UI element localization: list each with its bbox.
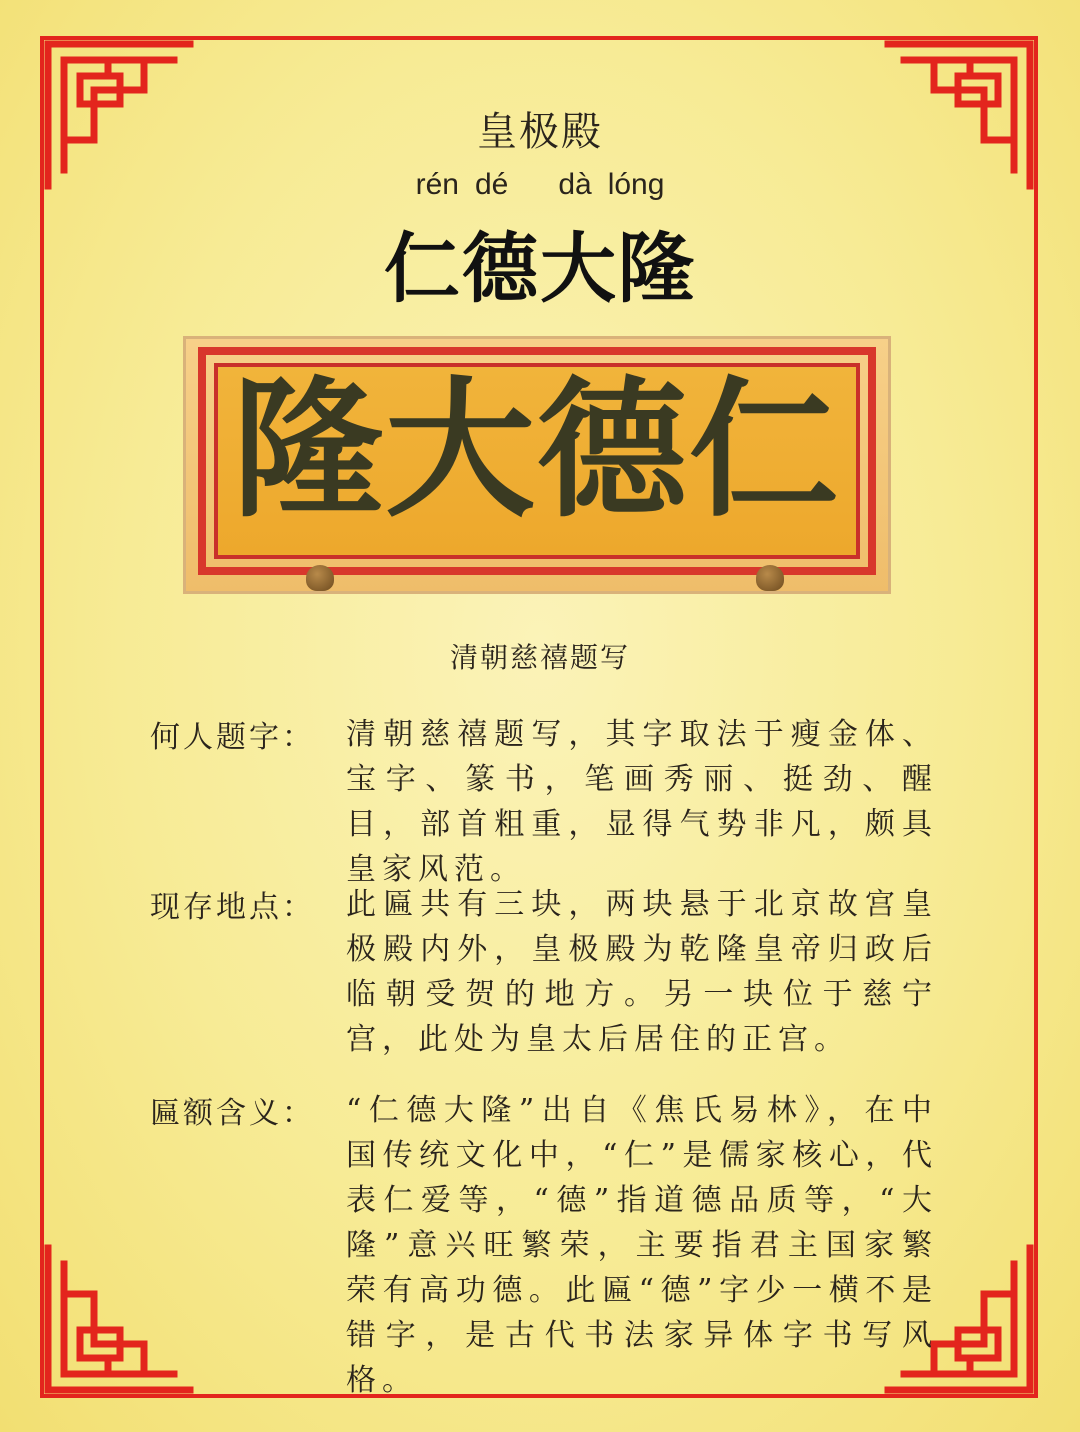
plaque-caption: 清朝慈禧题写 xyxy=(449,641,630,674)
corner-ornament-icon xyxy=(44,1244,194,1394)
page-title: 仁德大隆 xyxy=(384,224,696,313)
pinyin-syllable: dà xyxy=(558,168,592,201)
plaque-image xyxy=(183,336,891,594)
pinyin-syllable: dé xyxy=(474,168,509,201)
hanging-hook-icon xyxy=(306,565,334,591)
hanging-hook-icon xyxy=(756,565,784,591)
pinyin-syllable: lóng xyxy=(607,168,665,201)
section-text: 清朝慈禧题写，其字取法于瘦金体、宝字、篆书，笔画秀丽、挺劲、醒目，部首粗重，显得气势非凡，颇具皇家风范。 xyxy=(346,717,938,887)
section-label: 现存地点： xyxy=(150,890,315,925)
section-label: 匾额含义： xyxy=(150,1096,315,1131)
pinyin-syllable: rén xyxy=(415,168,459,201)
hall-name: 皇极殿 xyxy=(477,109,603,155)
section-text: “仁德大隆”出自《焦氏易林》，在中国传统文化中，“仁”是儒家核心，代表仁爱等，“德”指道德品质等，“大隆”意兴旺繁荣，主要指君主国家繁荣有高功德。此匾“德”字少一横不是错字，是古代书法家异体字书写风格。 xyxy=(346,1093,938,1398)
pinyin-line xyxy=(0,168,1080,202)
section-label: 何人题字： xyxy=(150,720,315,755)
section-text: 此匾共有三块，两块悬于北京故宫皇极殿内外，皇极殿为乾隆皇帝归政后临朝受贺的地方。另一块位于慈宁宫，此处为皇太后居住的正宫。 xyxy=(346,887,938,1057)
plaque-inscription: 隆大德仁 xyxy=(232,362,841,538)
